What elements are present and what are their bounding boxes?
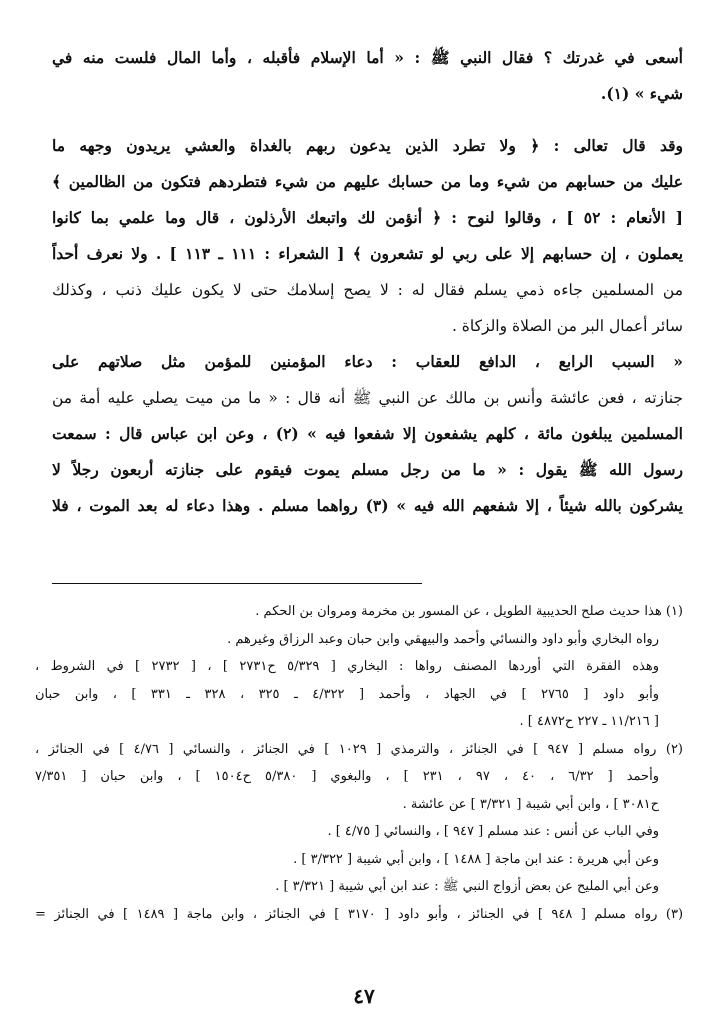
body-line-9: جنازته ، فعن عائشة وأنس بن مالك عن النبي ﷺ أنه قال : « ما من ميت يصلي عليه أمة من bbox=[52, 389, 683, 407]
footnote-3: (٣) رواه مسلم [ ٩٤٨ ] في الجنائز ، وأبو داود [ ٣١٧٠ ] في الجنائز ، وابن ماجة [ ١٤٨٩ ] في الجنائز = bbox=[35, 906, 683, 922]
body-line-2: شيء » (١). bbox=[600, 84, 683, 103]
body-line-4: عليك من حسابهم من شيء وما من حسابك عليهم من شيء فتطردهم فتكون من الظالمين ﴾ bbox=[52, 172, 683, 191]
body-line-12: يشركون بالله شيئاً ، إلا شفعهم الله فيه » (٣) رواهما مسلم . وهذا دعاء له بعد الموت ، فلا bbox=[52, 496, 683, 515]
body-line-1: أسعى في غدرتك ؟ فقال النبي ﷺ : « أما الإسلام فأقبله ، وأما المال فلست منه في bbox=[52, 48, 683, 67]
footnote-2-line-4: وفي الباب عن أنس : عند مسلم [ ٩٤٧ ] ، والنسائي [ ٤/٧٥ ] . bbox=[327, 824, 659, 839]
page-number: ٤٧ bbox=[353, 984, 375, 1008]
paragraph-gap bbox=[52, 112, 683, 128]
footnotes bbox=[35, 598, 683, 928]
footnote-2-line-3: ح٣٠٨١ ] ، وابن أبي شيبة [ ٣/٣٢١ ] عن عائشة . bbox=[402, 796, 659, 812]
body-line-8: سائر أعمال البر من الصلاة والزكاة . bbox=[451, 317, 683, 335]
body-line-11: رسول الله ﷺ يقول : « ما من رجل مسلم يموت فيقوم على جنازته أربعون رجلاً لا bbox=[52, 460, 683, 479]
main-text bbox=[52, 40, 683, 524]
body-line-10: المسلمين يبلغون مائة ، كلهم يشفعون إلا شفعوا فيه » (٢) ، وعن ابن عباس قال : سمعت bbox=[52, 424, 683, 443]
body-line-5: [ الأنعام : ٥٢ ] ، وقالوا لنوح : ﴿ أنؤمن لك واتبعك الأرذلون ، قال وما علمي بما كانوا bbox=[52, 208, 683, 227]
footnote-1: (١) هذا حديث صلح الحديبية الطويل ، عن المسور بن مخرمة ومروان بن الحكم . bbox=[255, 604, 683, 619]
body-line-3: وقد قال تعالى : ﴿ ولا تطرد الذين يدعون ربهم بالغداة والعشي يريدون وجهه ما bbox=[52, 136, 683, 155]
footnote-2-line-5: وعن أبي هريرة : عند ابن ماجة [ ١٤٨٨ ] ، وابن أبي شيبة [ ٣/٣٢٢ ] . bbox=[293, 851, 659, 867]
footnote-2-line-2: وأحمد [ ٦/٣٢ ، ٤٠ ، ٩٧ ، ٢٣١ ] ، والبغوي [ ٥/٣٨٠ ح١٥٠٤ ] ، وابن حبان [ ٧/٣٥١ bbox=[35, 769, 659, 784]
section-heading-line: « السبب الرابع ، الدافع للعقاب : دعاء المؤمنين للمؤمن مثل صلاتهم على bbox=[52, 352, 683, 371]
footnote-2: (٢) رواه مسلم [ ٩٤٧ ] في الجنائز ، والترمذي [ ١٠٢٩ ] في الجنائز ، والنسائي [ ٤/٧٦ ] في الجنائز ، bbox=[35, 741, 683, 757]
body-line-6: يعملون ، إن حسابهم إلا على ربي لو تشعرون ﴾ [ الشعراء : ١١١ ـ ١١٣ ] . ولا نعرف أحداً bbox=[52, 244, 683, 263]
footnote-1-line-2: رواه البخاري وأبو داود والنسائي وأحمد والبيهقي وابن حبان وعبد الرزاق وغيرهم . bbox=[227, 631, 659, 647]
footnote-2-line-6: وعن أبي المليح عن بعض أزواج النبي ﷺ : عند ابن أبي شيبة [ ٣/٣٢١ ] . bbox=[275, 879, 659, 894]
footnote-1-line-3: وهذه الفقرة التي أوردها المصنف رواها : البخاري [ ٥/٣٢٩ ح٢٧٣١ ] ، [ ٢٧٣٢ ] في الشروط ، bbox=[35, 659, 659, 674]
footnote-1-line-5: [ ١١/٢١٦ ـ ٢٢٧ ح٤٨٧٢ ] . bbox=[519, 714, 659, 729]
footnote-divider bbox=[52, 583, 422, 584]
body-line-7: من المسلمين جاءه ذمي يسلم فقال له : لا يصح إسلامك حتى لا يكون عليك ذنب ، وكذلك bbox=[52, 281, 683, 299]
footnote-1-line-4: وأبو داود [ ٢٧٦٥ ] في الجهاد ، وأحمد [ ٤/٣٢٢ ـ ٣٢٥ ، ٣٢٨ ـ ٣٣١ ] ، وابن حبان bbox=[35, 686, 659, 702]
